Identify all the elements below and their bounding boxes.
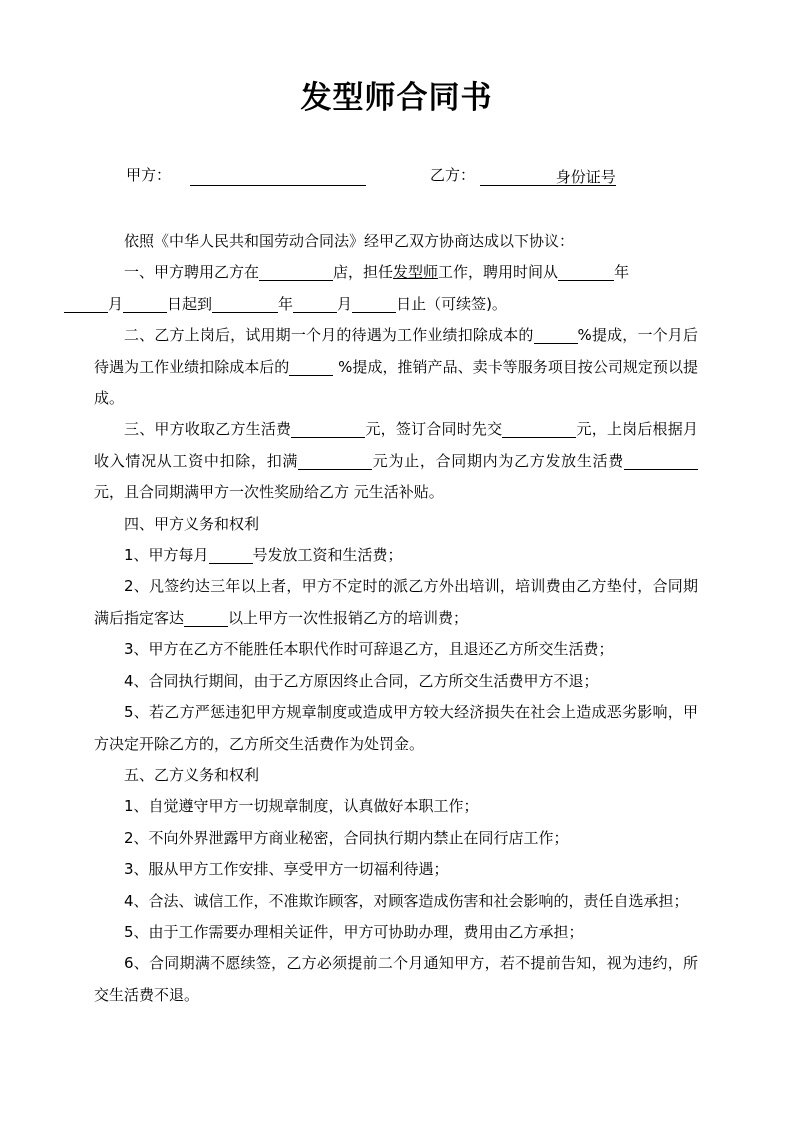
party-b-id-label: 身份证号 <box>555 168 616 186</box>
clause-intro: 依照《中华人民共和国劳动合同法》经甲乙双方协商达成以下协议： <box>124 232 575 250</box>
position-text: 发型师 <box>393 263 439 282</box>
allowance-blank[interactable] <box>624 449 698 470</box>
end-month-blank[interactable] <box>293 292 337 313</box>
customer-target-blank[interactable] <box>184 606 228 627</box>
clause-3-text-e: 元，且合同期满甲方一次性奖励给乙方 元生活补贴。 <box>94 483 444 502</box>
party-b-id-field[interactable] <box>480 166 616 186</box>
clause-4-3: 3、甲方在乙方不能胜任本职代作时可辞退乙方，且退还乙方所交生活费； <box>124 640 614 659</box>
pay-day-blank[interactable] <box>209 543 253 564</box>
clause-3-text-d: 元为止，合同期内为乙方发放生活费 <box>372 451 624 470</box>
clause-5-3: 3、服从甲方工作安排、享受甲方一切福利待遇； <box>124 860 449 879</box>
party-a-label: 甲方： <box>126 166 172 184</box>
clause-3-text-b: 元，签订合同时先交 <box>365 420 503 439</box>
clause-1-text-e: 年 <box>614 263 630 282</box>
clause-1-text-b: 店，担任 <box>333 263 394 282</box>
clause-1-text-g: 日起到 <box>167 294 213 313</box>
clause-4-2 <box>94 571 698 634</box>
start-month-blank[interactable] <box>64 292 108 313</box>
deduct-limit-blank[interactable] <box>298 449 372 470</box>
prepay-blank[interactable] <box>502 417 576 438</box>
trial-commission-blank[interactable] <box>534 323 578 344</box>
clause-1-text-f: 月 <box>108 294 124 313</box>
section-5-heading: 五、乙方义务和权利 <box>124 765 260 784</box>
section-4-heading: 四、甲方义务和权利 <box>124 514 260 533</box>
clause-1-text-a: 一、甲方聘用乙方在 <box>124 263 260 282</box>
clause-4-2-text-a: 2、凡签约达三年以上者，甲方不定时的派乙方外出培训，培训费由乙方垫付，合同期满后指定客达 <box>94 577 698 627</box>
end-day-blank[interactable] <box>352 292 396 313</box>
clause-1 <box>94 257 698 320</box>
clause-3-text-c: 元，上岗后根据月收入情况从工资中扣除，扣满 <box>94 420 698 470</box>
clause-3-text-a: 三、甲方收取乙方生活费 <box>124 420 292 439</box>
clause-1-text-d: 工作，聘用时间从 <box>438 263 559 282</box>
party-a-line <box>126 164 366 186</box>
clause-5-6: 6、合同期满不愿续签，乙方必须提前二个月通知甲方，若不提前告知，视为违约，所交生活费不退。 <box>94 954 698 1004</box>
party-b-line <box>430 164 616 186</box>
clause-5-2: 2、不向外界泄露甲方商业秘密，合同执行期内禁止在同行店工作； <box>124 828 569 847</box>
clause-4-1-text-a: 1、甲方每月 <box>124 546 209 565</box>
start-day-blank[interactable] <box>123 292 167 313</box>
clause-2-text-b: %提成，一个月后待遇为工作业绩扣除成本后的 <box>94 326 698 376</box>
clause-4-2-text-b: 以上甲方一次性报销乙方的培训费； <box>228 608 469 627</box>
clause-1-text-i: 月 <box>337 294 353 313</box>
party-b-label: 乙方： <box>430 166 476 184</box>
party-a-name-field[interactable] <box>190 166 366 186</box>
document-title: 发型师合同书 <box>300 80 493 116</box>
clause-2 <box>94 320 698 414</box>
clause-4-5: 5、若乙方严惩违犯甲方规章制度或造成甲方较大经济损失在社会上造成恶劣影响，甲方决定开除乙方的，乙方所交生活费作为处罚金。 <box>94 703 698 753</box>
clause-3 <box>94 414 698 508</box>
clause-4-1 <box>94 540 698 571</box>
clause-5-5: 5、由于工作需要办理相关证件，甲方可协助办理，费用由乙方承担； <box>124 922 584 941</box>
clause-2-text-a: 二、乙方上岗后，试用期一个月的待遇为工作业绩扣除成本的 <box>124 326 534 345</box>
clause-4-4: 4、合同执行期间，由于乙方原因终止合同，乙方所交生活费甲方不退； <box>124 671 599 690</box>
clause-5-1: 1、自觉遵守甲方一切规章制度，认真做好本职工作； <box>124 797 479 816</box>
clause-2-text-c: %提成，推销产品、卖卡等服务项目按公司规定预以提成。 <box>94 357 698 408</box>
start-year-blank[interactable] <box>558 260 614 281</box>
contract-body <box>94 226 698 1011</box>
clause-1-text-j: 日止（可续签)。 <box>396 294 507 313</box>
clause-5-4: 4、合法、诚信工作，不准欺诈顾客，对顾客造成伤害和社会影响的，责任自选承担； <box>124 891 689 910</box>
living-fee-blank[interactable] <box>291 417 365 438</box>
regular-commission-blank[interactable] <box>289 355 333 376</box>
clause-4-1-text-b: 号发放工资和生活费； <box>252 546 403 565</box>
store-name-blank[interactable] <box>259 260 333 281</box>
end-year-blank[interactable] <box>212 292 278 313</box>
clause-1-text-h: 年 <box>278 294 294 313</box>
